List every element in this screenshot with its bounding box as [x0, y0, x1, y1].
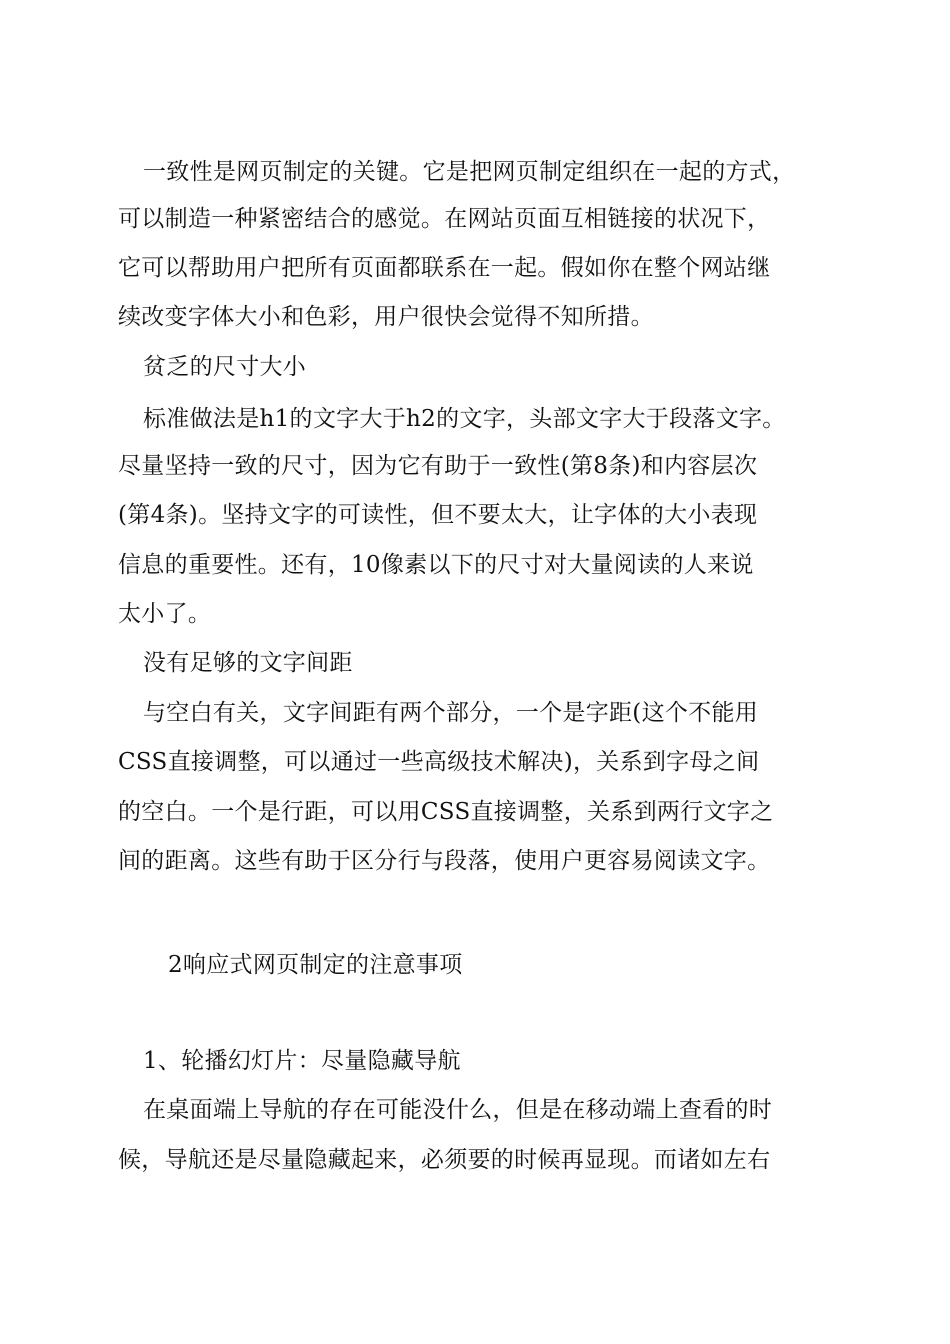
paragraph-line: 它可以帮助用户把所有页面都联系在一起。假如你在整个网站继 — [118, 255, 771, 281]
subheading-line: 贫乏的尺寸大小 — [143, 354, 307, 380]
paragraph-line: 一致性是网页制定的关键。它是把网页制定组织在一起的方式， — [143, 159, 796, 185]
paragraph-line: CSS直接调整，可以通过一些高级技术解决)，关系到字母之间 — [118, 749, 760, 775]
paragraph-line: 候，导航还是尽量隐藏起来，必须要的时候再显现。而诸如左右 — [118, 1147, 771, 1173]
paragraph-line: 信息的重要性。还有，10像素以下的尺寸对大量阅读的人来说 — [118, 552, 754, 578]
paragraph-line: 尽量坚持一致的尺寸，因为它有助于一致性(第8条)和内容层次 — [118, 453, 758, 479]
paragraph-line: (第4条)。坚持文字的可读性，但不要太大，让字体的大小表现 — [118, 502, 758, 528]
paragraph-line: 的空白。一个是行距，可以用CSS直接调整，关系到两行文字之 — [118, 799, 774, 825]
paragraph-line: 续改变字体大小和色彩，用户很快会觉得不知所措。 — [118, 304, 654, 330]
subheading-line: 没有足够的文字间距 — [143, 650, 353, 676]
paragraph-line: 可以制造一种紧密结合的感觉。在网站页面互相链接的状况下， — [118, 206, 771, 232]
paragraph-line: 间的距离。这些有助于区分行与段落，使用户更容易阅读文字。 — [118, 848, 771, 874]
section-heading: 2响应式网页制定的注意事项 — [168, 952, 463, 978]
paragraph-line: 太小了。 — [118, 601, 212, 627]
subheading-line: 1、轮播幻灯片：尽量隐藏导航 — [143, 1048, 461, 1074]
paragraph-line: 与空白有关，文字间距有两个部分，一个是字距(这个不能用 — [143, 700, 759, 726]
paragraph-line: 标准做法是h1的文字大于h2的文字，头部文字大于段落文字。 — [143, 406, 786, 432]
paragraph-line: 在桌面端上导航的存在可能没什么，但是在移动端上查看的时 — [143, 1097, 773, 1123]
